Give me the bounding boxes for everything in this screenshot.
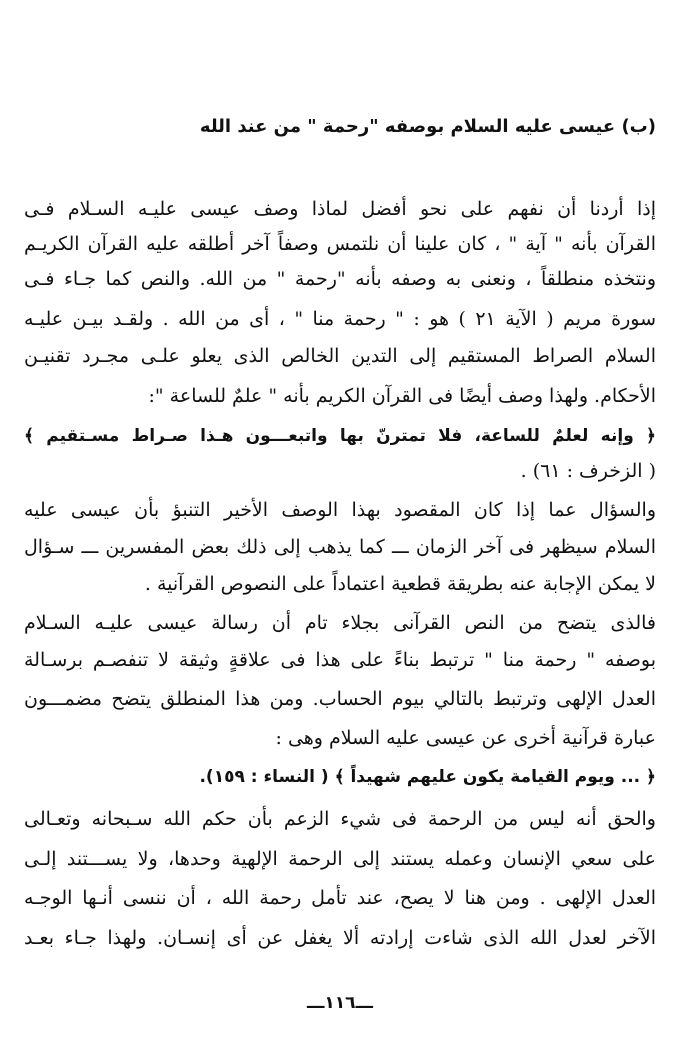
quran-verse: ﴿ وإنه لعلمٌ للساعة، فلا تمترنّ بها واتبعـــون هـذا صـراط مسـتقيم ﴾ — [24, 426, 656, 446]
text-line: الآخر لعدل الله الذى شاءت إرادته ألا يغفل عن أى إنسـان. ولهذا جـاء بعـد — [24, 927, 656, 949]
text-line: عبارة قرآنية أخرى عن عيسى عليه السلام وهى : — [275, 727, 656, 749]
text-line: فالذى يتضح من النص القرآنى بجلاء تام أن رسالة عيسى عليـه السـلام — [24, 612, 656, 634]
verse-citation: ( الزخرف : ٦١) . — [520, 460, 656, 482]
text-line: القرآن بأنه " آية " ، كان علينا أن نلتمس وصفاً آخر أطلقه عليه القرآن الكريـم — [24, 233, 656, 255]
section-heading: (ب) عيسى عليه السلام بوصفه "رحمة " من عند الله — [199, 116, 656, 137]
text-line: لا يمكن الإجابة عنه بطريقة قطعية اعتماداً على النصوص القرآنية . — [144, 573, 656, 595]
text-line: ونتخذه منطلقاً ، ونعنى به وصفه بأنه "رحمة " من الله. والنص كما جـاء فـى — [24, 268, 656, 290]
text-line: والحق أنه ليس من الرحمة فى شيء الزعم بأن حكم الله سـبحانه وتعـالى — [24, 808, 656, 830]
text-line: السلام سيظهر فى آخر الزمان ـــ كما يذهب إلى ذلك بعض المفسرين ـــ سـؤال — [24, 536, 656, 558]
text-line: العدل الإلهى . ومن هنا لا يصح، عند تأمل رحمة الله ، أن ننسى أنـها الوجـه — [24, 887, 656, 909]
text-line: على سعي الإنسان وعمله يستند إلى الرحمة الإلهية وحدها، ولا يســـتند إلـى — [24, 848, 656, 870]
text-line: السلام الصراط المستقيم إلى التدين الخالص الذى يعلو علـى مجـرد تقنيـن — [24, 345, 656, 367]
text-line: بوصفه " رحمة منا " ترتبط بناءً على هذا فى علاقةٍ وثيقة لا تنفصـم برسـالة — [24, 649, 656, 671]
text-line: العدل الإلهى وترتبط بالتالي بيوم الحساب. ومن هذا المنطلق يتضح مضمـــون — [24, 688, 656, 710]
quran-verse: ﴿ ... ويوم القيامة يكون عليهم شهيداً ﴾ ( النساء : ١٥٩). — [199, 767, 656, 787]
text-line: الأحكام. ولهذا وصف أيضًا فى القرآن الكريم بأنه " علمٌ للساعة ": — [148, 385, 656, 407]
page-number: ـــ١١٦ـــ — [306, 993, 373, 1013]
text-line: سورة مريم ( الآية ٢١ ) هو : " رحمة منا " ، أى من الله . ولقـد بيـن عليـه — [24, 308, 656, 330]
text-line: والسؤال عما إذا كان المقصود بهذا الوصف الأخير التنبؤ بأن عيسى عليه — [24, 499, 656, 521]
text-line: إذا أردنا أن نفهم على نحو أفضل لماذا وصف عيسى عليـه السـلام فـى — [24, 198, 656, 220]
